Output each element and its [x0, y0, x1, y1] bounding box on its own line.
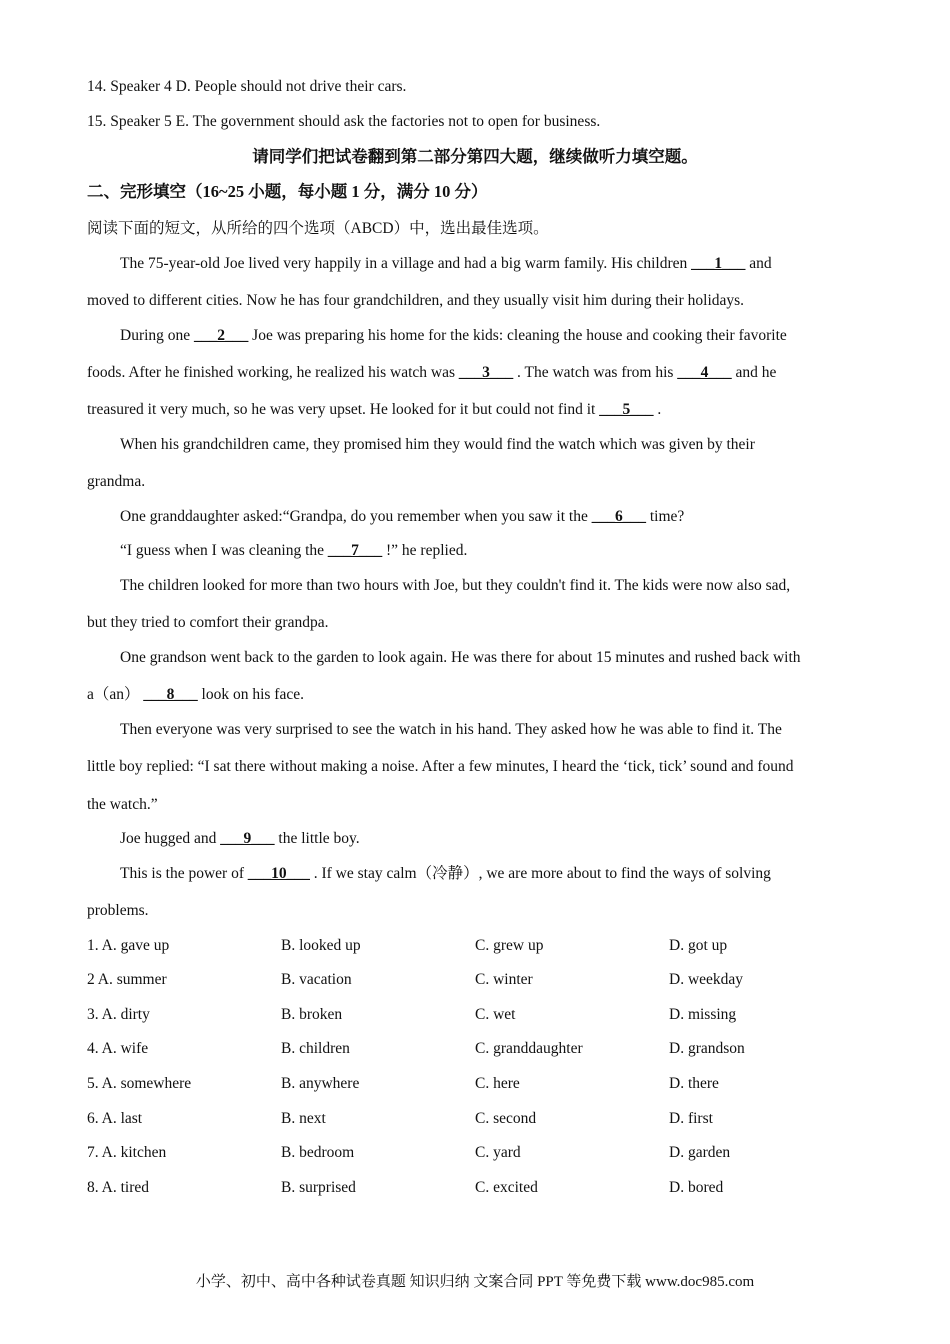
text-line [87, 472, 145, 492]
text-segment: Joe was preparing his home for the kids: cleaning the house and cooking their favorite [248, 327, 787, 344]
text-line [120, 541, 467, 561]
text-segment: Joe hugged and [120, 830, 221, 847]
text-segment: little boy replied: “I sat there without making a noise. After a few minutes, I heard the ‘tick, tick’ sound and found [87, 758, 794, 775]
option-b: B. next [281, 1110, 326, 1127]
text-line [87, 613, 328, 633]
text-segment: This is the power of [120, 865, 248, 882]
text-segment: moved to different cities. Now he has four grandchildren, and they usually visit him during their holidays. [87, 292, 745, 309]
option-d: D. first [669, 1110, 713, 1127]
answer-blank: ___8___ [143, 686, 198, 703]
answer-blank: ___3___ [458, 364, 514, 381]
text-line [120, 864, 771, 884]
text-line [87, 77, 406, 97]
text-line [120, 254, 772, 274]
text-line [120, 326, 787, 346]
text-segment: . If we stay calm（冷静）, we are more about to find the ways of solving [309, 865, 771, 882]
text-segment: The 75-year-old Joe lived very happily in a village and had a big warm family. His children [120, 255, 692, 272]
text-line [87, 112, 600, 132]
text-segment: a（an） [87, 686, 144, 703]
text-segment: 请同学们把试卷翻到第二部分第四大题，继续做听力填空题。 [252, 147, 698, 166]
answer-blank: ___5___ [599, 401, 654, 418]
option-b: B. bedroom [281, 1144, 355, 1161]
text-segment: problems. [87, 902, 149, 919]
text-line [120, 720, 782, 740]
option-b: B. surprised [281, 1179, 356, 1196]
text-segment: 二、完形填空（16~25 小题，每小题 1 分，满分 10 分） [87, 182, 488, 201]
text-line [87, 291, 744, 311]
option-d: D. got up [669, 937, 728, 954]
option-c: C. wet [475, 1006, 516, 1023]
option-d: D. garden [669, 1144, 731, 1161]
option-a: 2 A. summer [87, 971, 167, 988]
text-segment: foods. After he finished working, he realized his watch was [87, 364, 459, 381]
text-line [87, 219, 549, 239]
option-c: C. second [475, 1110, 537, 1127]
text-segment: When his grandchildren came, they promised him they would find the watch which was given by their [120, 436, 755, 453]
option-a: 6. A. last [87, 1110, 143, 1127]
option-a: 4. A. wife [87, 1040, 149, 1057]
text-line [87, 901, 149, 921]
text-segment: 15. Speaker 5 E. The government should ask the factories not to open for business. [87, 113, 601, 130]
page-footer: 小学、初中、高中各种试卷真题 知识归纳 文案合同 PPT 等免费下载 www.doc985.com [195, 1274, 755, 1290]
text-segment: treasured it very much, so he was very upset. He looked for it but could not find it [87, 401, 600, 418]
option-d: D. bored [669, 1179, 724, 1196]
text-line [87, 363, 776, 383]
text-line [120, 576, 790, 596]
text-line [87, 182, 487, 202]
text-line [87, 400, 661, 420]
text-segment: and he [731, 364, 777, 381]
option-c: C. winter [475, 971, 533, 988]
option-b: B. looked up [281, 937, 361, 954]
option-c: C. grew up [475, 937, 544, 954]
option-d: D. weekday [669, 971, 744, 988]
option-c: C. here [475, 1075, 520, 1092]
text-line [120, 507, 684, 527]
option-b: B. anywhere [281, 1075, 360, 1092]
answer-blank: ___7___ [327, 542, 383, 559]
text-segment: but they tried to comfort their grandpa. [87, 614, 329, 631]
text-segment: . The watch was from his [513, 364, 678, 381]
option-c: C. granddaughter [475, 1040, 583, 1057]
option-a: 3. A. dirty [87, 1006, 150, 1023]
answer-blank: ___10___ [247, 865, 310, 882]
text-line [87, 685, 304, 705]
text-line [120, 435, 755, 455]
text-line [120, 829, 360, 849]
text-segment: . [653, 401, 662, 418]
option-d: D. grandson [669, 1040, 745, 1057]
text-segment: time? [646, 508, 685, 525]
option-a: 5. A. somewhere [87, 1075, 192, 1092]
answer-blank: ___6___ [591, 508, 646, 525]
option-b: B. children [281, 1040, 350, 1057]
text-segment: look on his face. [197, 686, 304, 703]
answer-blank: ___1___ [691, 255, 746, 272]
text-segment: Then everyone was very surprised to see the watch in his hand. They asked how he was able to find it. The [120, 721, 782, 738]
option-d: D. there [669, 1075, 719, 1092]
text-segment: the watch.” [87, 796, 158, 813]
option-a: 8. A. tired [87, 1179, 149, 1196]
text-segment: the little boy. [274, 830, 360, 847]
text-segment: grandma. [87, 473, 146, 490]
option-d: D. missing [669, 1006, 737, 1023]
option-c: C. yard [475, 1144, 521, 1161]
text-segment: and [745, 255, 772, 272]
text-segment: The children looked for more than two hours with Joe, but they couldn't find it. The kids were now also sad, [120, 577, 791, 594]
answer-blank: ___4___ [677, 364, 732, 381]
text-line [0, 147, 950, 167]
text-segment: One granddaughter asked:“Grandpa, do you remember when you saw it the [120, 508, 592, 525]
option-a: 7. A. kitchen [87, 1144, 167, 1161]
text-segment: !” he replied. [382, 542, 468, 559]
answer-blank: ___9___ [220, 830, 275, 847]
text-line [87, 795, 158, 815]
text-segment: One grandson went back to the garden to look again. He was there for about 15 minutes and rushed back with [120, 649, 801, 666]
text-line [120, 648, 801, 668]
option-b: B. vacation [281, 971, 352, 988]
answer-blank: ___2___ [194, 327, 249, 344]
text-segment: “I guess when I was cleaning the [120, 542, 328, 559]
text-segment: During one [120, 327, 195, 344]
option-c: C. excited [475, 1179, 538, 1196]
text-segment: 阅读下面的短文，从所给的四个选项（ABCD）中，选出最佳选项。 [87, 220, 549, 237]
option-b: B. broken [281, 1006, 343, 1023]
text-segment: 14. Speaker 4 D. People should not drive their cars. [87, 78, 407, 95]
option-a: 1. A. gave up [87, 937, 170, 954]
text-line [87, 757, 793, 777]
